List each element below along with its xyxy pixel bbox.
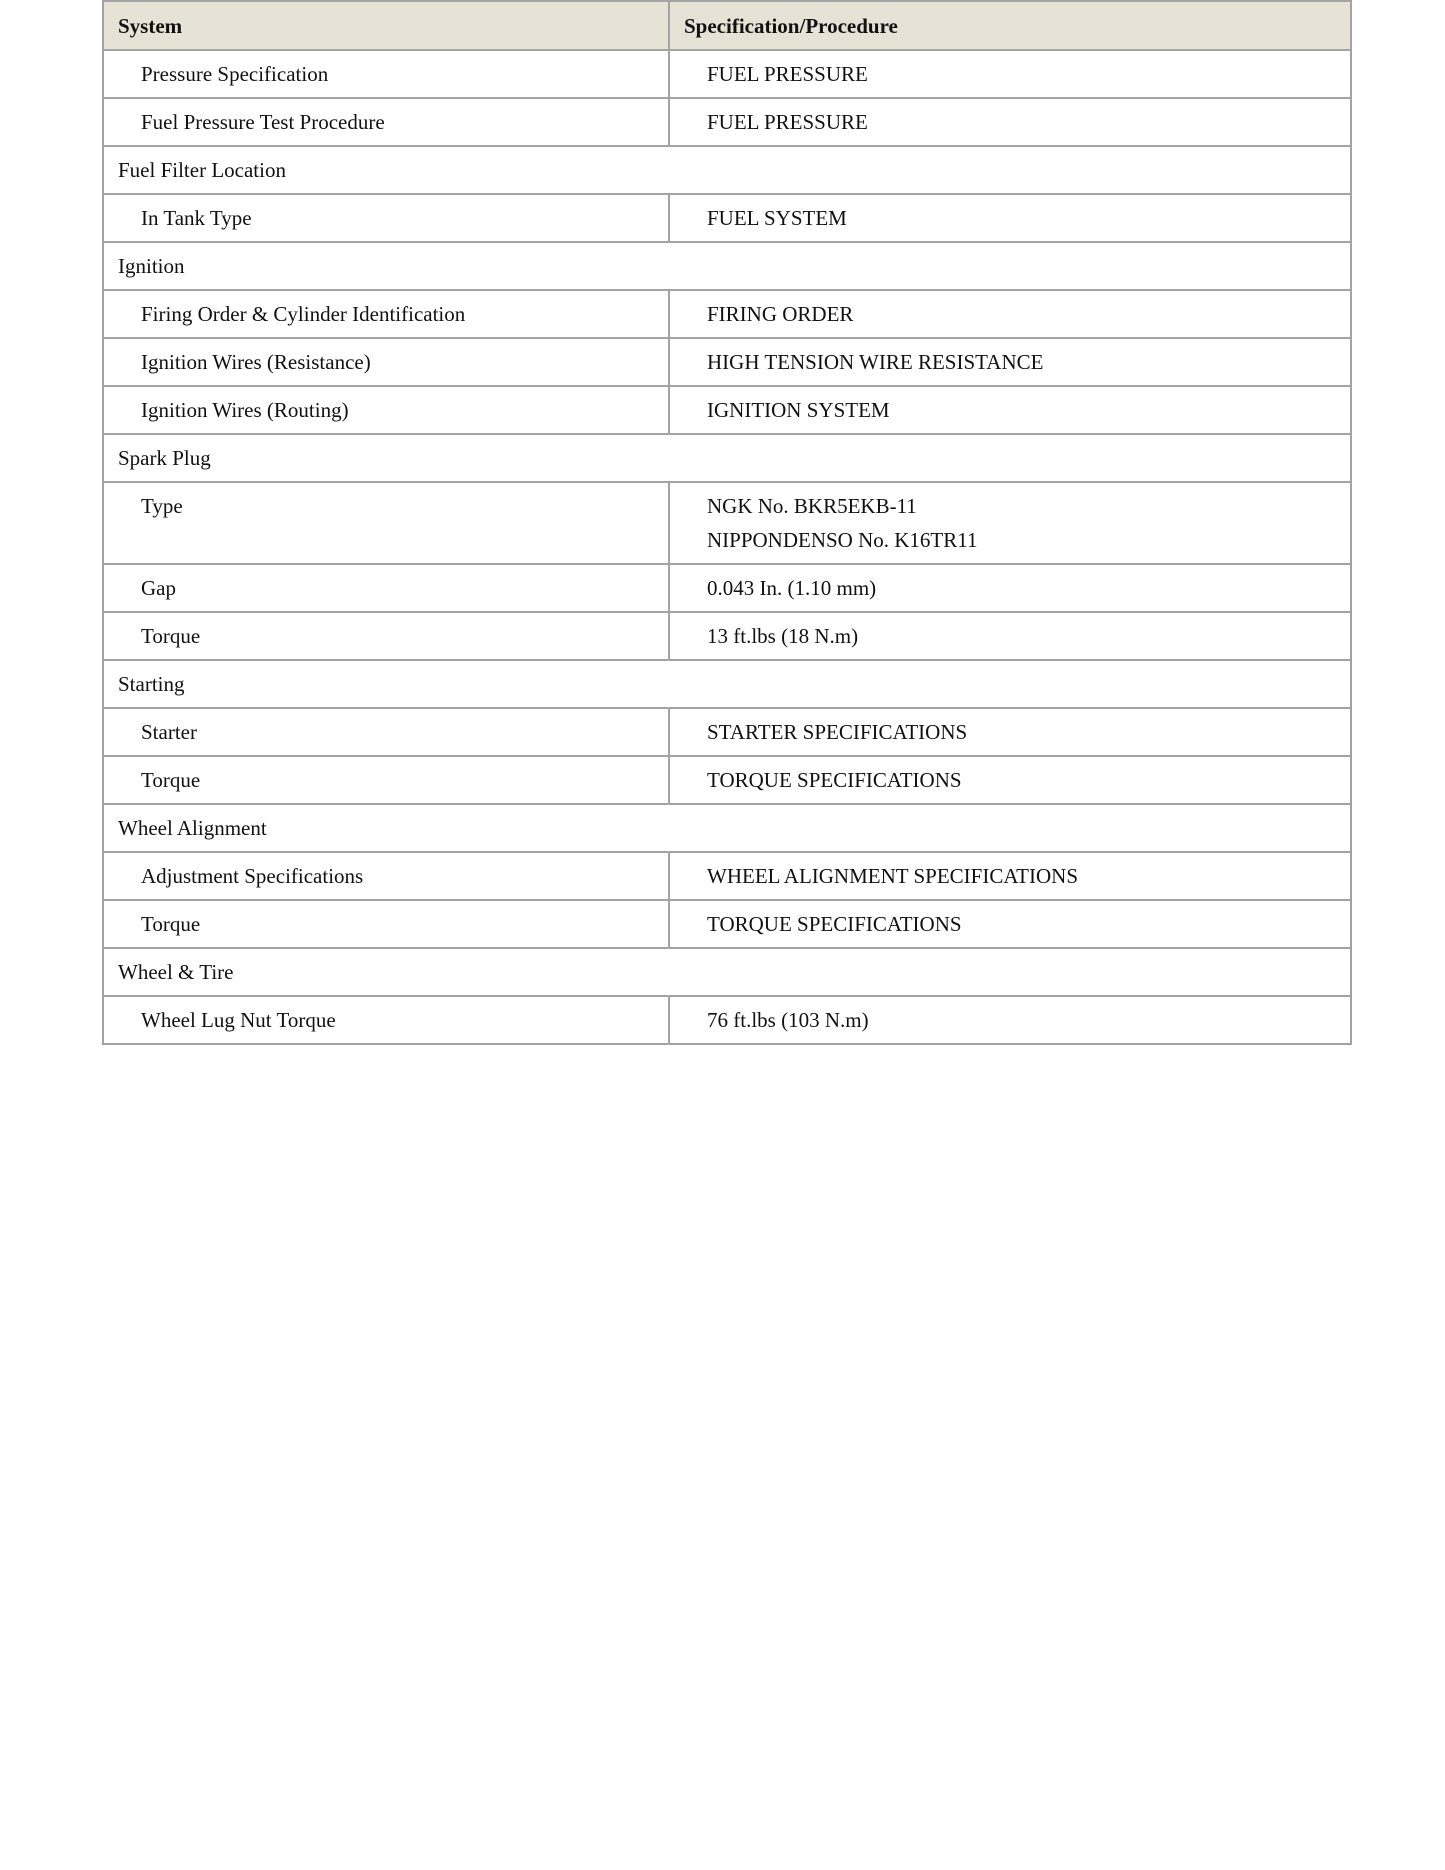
section-label: Wheel & Tire xyxy=(103,948,1351,996)
specification-cell xyxy=(669,338,1351,386)
system-cell: Firing Order & Cylinder Identification xyxy=(103,290,669,338)
table-row xyxy=(103,612,1351,660)
section-row xyxy=(103,948,1351,996)
specification-cell xyxy=(669,386,1351,434)
section-label: Starting xyxy=(103,660,1351,708)
section-label: Fuel Filter Location xyxy=(103,146,1351,194)
section-label: Spark Plug xyxy=(103,434,1351,482)
table-row xyxy=(103,900,1351,948)
specification-line: FUEL PRESSURE xyxy=(707,62,868,86)
table-row xyxy=(103,98,1351,146)
table-row xyxy=(103,50,1351,98)
table-row xyxy=(103,338,1351,386)
header-system: System xyxy=(103,1,669,50)
spec-table xyxy=(102,0,1352,1045)
system-cell: Starter xyxy=(103,708,669,756)
header-specification-procedure: Specification/Procedure xyxy=(669,1,1351,50)
system-cell: Fuel Pressure Test Procedure xyxy=(103,98,669,146)
section-row xyxy=(103,660,1351,708)
specification-cell xyxy=(669,50,1351,98)
specification-line: FUEL PRESSURE xyxy=(707,110,868,134)
specification-line: WHEEL ALIGNMENT SPECIFICATIONS xyxy=(707,864,1078,888)
system-cell: Ignition Wires (Resistance) xyxy=(103,338,669,386)
specification-line: NGK No. BKR5EKB-11 xyxy=(707,494,917,518)
section-row xyxy=(103,242,1351,290)
table-row xyxy=(103,194,1351,242)
specification-cell xyxy=(669,900,1351,948)
specification-line: FUEL SYSTEM xyxy=(707,206,847,230)
specification-line: 76 ft.lbs (103 N.m) xyxy=(707,1008,869,1032)
system-cell: In Tank Type xyxy=(103,194,669,242)
specification-line: TORQUE SPECIFICATIONS xyxy=(707,912,962,936)
table-row xyxy=(103,708,1351,756)
system-cell: Torque xyxy=(103,612,669,660)
specification-cell xyxy=(669,290,1351,338)
system-cell: Torque xyxy=(103,756,669,804)
system-cell: Type xyxy=(103,482,669,564)
table-row xyxy=(103,482,1351,564)
specification-cell xyxy=(669,756,1351,804)
system-cell: Gap xyxy=(103,564,669,612)
system-cell: Adjustment Specifications xyxy=(103,852,669,900)
system-cell: Pressure Specification xyxy=(103,50,669,98)
specification-cell xyxy=(669,564,1351,612)
specification-line: 0.043 In. (1.10 mm) xyxy=(707,576,877,600)
specification-line: FIRING ORDER xyxy=(707,302,854,326)
specification-cell xyxy=(669,98,1351,146)
specification-line: 13 ft.lbs (18 N.m) xyxy=(707,624,859,648)
table-row xyxy=(103,852,1351,900)
system-cell: Wheel Lug Nut Torque xyxy=(103,996,669,1044)
specification-line: HIGH TENSION WIRE RESISTANCE xyxy=(707,350,1044,374)
specification-cell xyxy=(669,852,1351,900)
specification-line: IGNITION SYSTEM xyxy=(707,398,890,422)
header-row xyxy=(103,1,1351,50)
table-row xyxy=(103,290,1351,338)
table-row xyxy=(103,756,1351,804)
section-row xyxy=(103,804,1351,852)
table-body xyxy=(103,50,1351,1044)
specification-cell xyxy=(669,612,1351,660)
table-row xyxy=(103,386,1351,434)
specification-cell xyxy=(669,194,1351,242)
system-cell: Ignition Wires (Routing) xyxy=(103,386,669,434)
table-row xyxy=(103,996,1351,1044)
specification-cell xyxy=(669,996,1351,1044)
specification-line: NIPPONDENSO No. K16TR11 xyxy=(707,528,978,552)
section-label: Wheel Alignment xyxy=(103,804,1351,852)
specification-cell xyxy=(669,482,1351,564)
section-row xyxy=(103,146,1351,194)
section-label: Ignition xyxy=(103,242,1351,290)
table-header xyxy=(103,1,1351,50)
specification-line: STARTER SPECIFICATIONS xyxy=(707,720,968,744)
section-row xyxy=(103,434,1351,482)
specification-cell xyxy=(669,708,1351,756)
system-cell: Torque xyxy=(103,900,669,948)
specification-line: TORQUE SPECIFICATIONS xyxy=(707,768,962,792)
table-row xyxy=(103,564,1351,612)
